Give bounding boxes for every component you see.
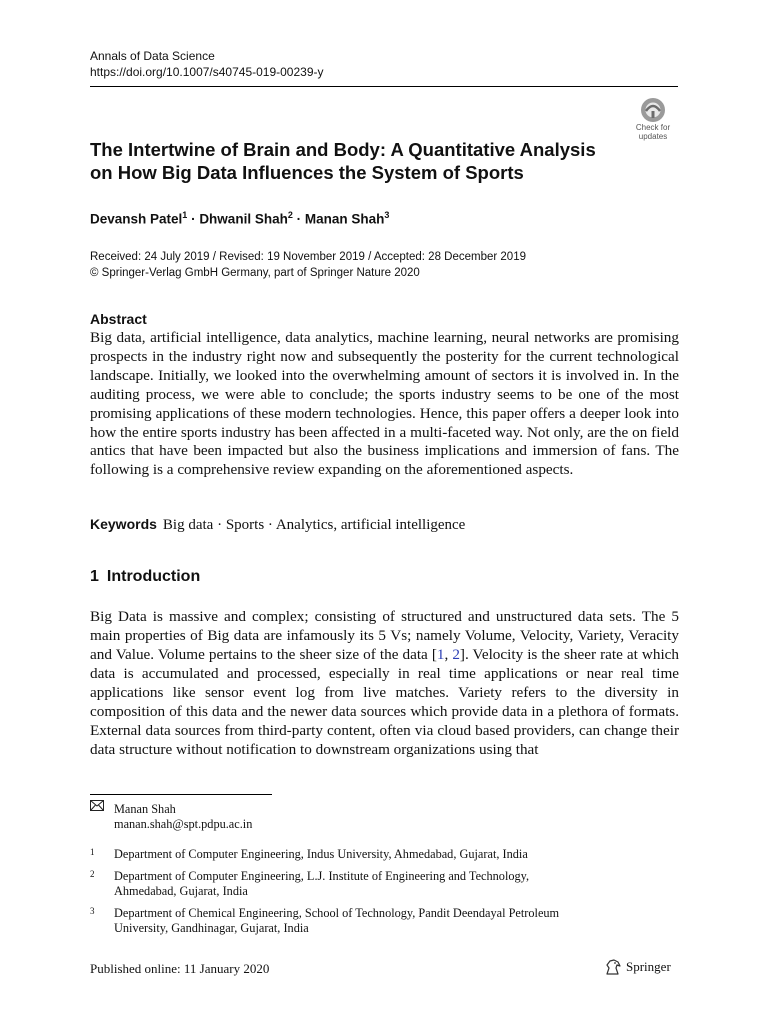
copyright-line: © Springer-Verlag GmbH Germany, part of Springer Nature 2020: [90, 267, 420, 279]
publisher-name: Springer: [626, 959, 671, 974]
citation-link[interactable]: 2: [452, 646, 460, 663]
citation-link[interactable]: 1: [436, 646, 445, 663]
affiliation-line: Department of Computer Engineering, L.J. Institute of Engineering and Technology,: [114, 869, 530, 883]
history-dates: Received: 24 July 2019 / Revised: 19 November 2019 / Accepted: 28 December 2019: [90, 251, 526, 263]
introduction-paragraph: [90, 607, 679, 759]
citation-separator: ,: [444, 646, 453, 663]
springer-horse-icon: [604, 959, 622, 975]
title-line-2: on How Big Data Influences the System of Sports: [90, 162, 524, 183]
author-list: [90, 205, 389, 230]
keywords-list: Big data · Sports · Analytics, artificial intelligence: [162, 517, 466, 533]
intro-text-end: ]. Velocity is the sheer rate at which data is accumulated and processed, especially in real time applications or near real time applications like sensor event log from live matches. Variety refers to the diversity in composition of this data and the newer data sources which provide data in a plethora of formats. External data sources from third-party content, often via cloud based providers, can change their data structure without notification to downstream organizations using that: [90, 646, 679, 758]
abstract-heading: Abstract: [90, 311, 147, 327]
correspondent-email[interactable]: manan.shah@spt.pdpu.ac.in: [114, 817, 253, 831]
author-affiliation-mark: 3: [384, 210, 390, 220]
affiliation-mark: 1: [90, 847, 95, 857]
affiliation-mark: 3: [90, 906, 95, 916]
paper-title: [90, 138, 630, 184]
abstract-text: Big data, artificial intelligence, data analytics, machine learning, neural networks are promising prospects in the industry right now and subsequently the posterity for the current technological landscape. Initially, we looked into the overwhelming amount of sectors it is involved in. In the auditing process, we were able to conclude; the sports industry seems to be one of the most promising applications of these modern technologies. Hence, this paper offers a deeper look into how the entire sports industry has been affected in a multi-faceted way. Not only, are the on field antics that have been impacted but also the business implications and immersion of fans. The following is a comprehensive review expanding on the aforementioned aspects.: [90, 329, 679, 479]
publisher-logo: [604, 958, 671, 976]
section-number: 1: [90, 568, 99, 585]
affiliation-mark: 2: [90, 869, 95, 879]
author-name[interactable]: Dhwanil Shah: [199, 211, 288, 227]
correspondent-name: Manan Shah: [114, 802, 176, 816]
intro-text-start: Big Data is massive and complex; consisting of structured and unstructured data sets. The 5 main properties of Big data are infamously its 5 Vs; namely Volume, Velocity, Variety, Veracity and Value. Volume pertains to the sheer size of the data [: [90, 608, 679, 663]
keywords-label: Keywords: [90, 516, 157, 532]
author-name[interactable]: Devansh Patel: [90, 211, 183, 227]
affiliation-line: Department of Computer Engineering, Indus University, Ahmedabad, Gujarat, India: [114, 847, 528, 861]
envelope-icon: [90, 800, 104, 816]
check-for-updates-line1: Check for: [635, 123, 671, 132]
affiliation-line: Ahmedabad, Gujarat, India: [114, 884, 248, 898]
footnote-rule: [90, 794, 272, 795]
header-rule: [90, 86, 678, 87]
affiliation-line: Department of Chemical Engineering, School of Technology, Pandit Deendayal Petroleum: [114, 906, 560, 920]
affiliation-line: University, Gandhinagar, Gujarat, India: [114, 921, 309, 935]
check-for-updates-line2: updates: [638, 132, 668, 141]
author-separator: ·: [292, 211, 305, 227]
author-name[interactable]: Manan Shah: [304, 211, 385, 227]
doi-link[interactable]: https://doi.org/10.1007/s40745-019-00239-y: [90, 65, 324, 79]
author-separator: ·: [187, 211, 200, 227]
article-history: [90, 249, 526, 281]
check-for-updates-badge[interactable]: [627, 97, 679, 143]
journal-header: [90, 48, 324, 80]
journal-name: Annals of Data Science: [90, 49, 215, 63]
section-heading: [90, 568, 200, 586]
check-for-updates-icon: [640, 97, 666, 123]
title-line-1: The Intertwine of Brain and Body: A Quantitative Analysis: [90, 139, 596, 160]
keywords: [90, 514, 465, 535]
published-online: Published online: 11 January 2020: [90, 961, 270, 976]
section-title: Introduction: [106, 568, 201, 585]
author-affiliation-mark: 2: [287, 210, 293, 220]
author-affiliation-mark: 1: [182, 210, 188, 220]
